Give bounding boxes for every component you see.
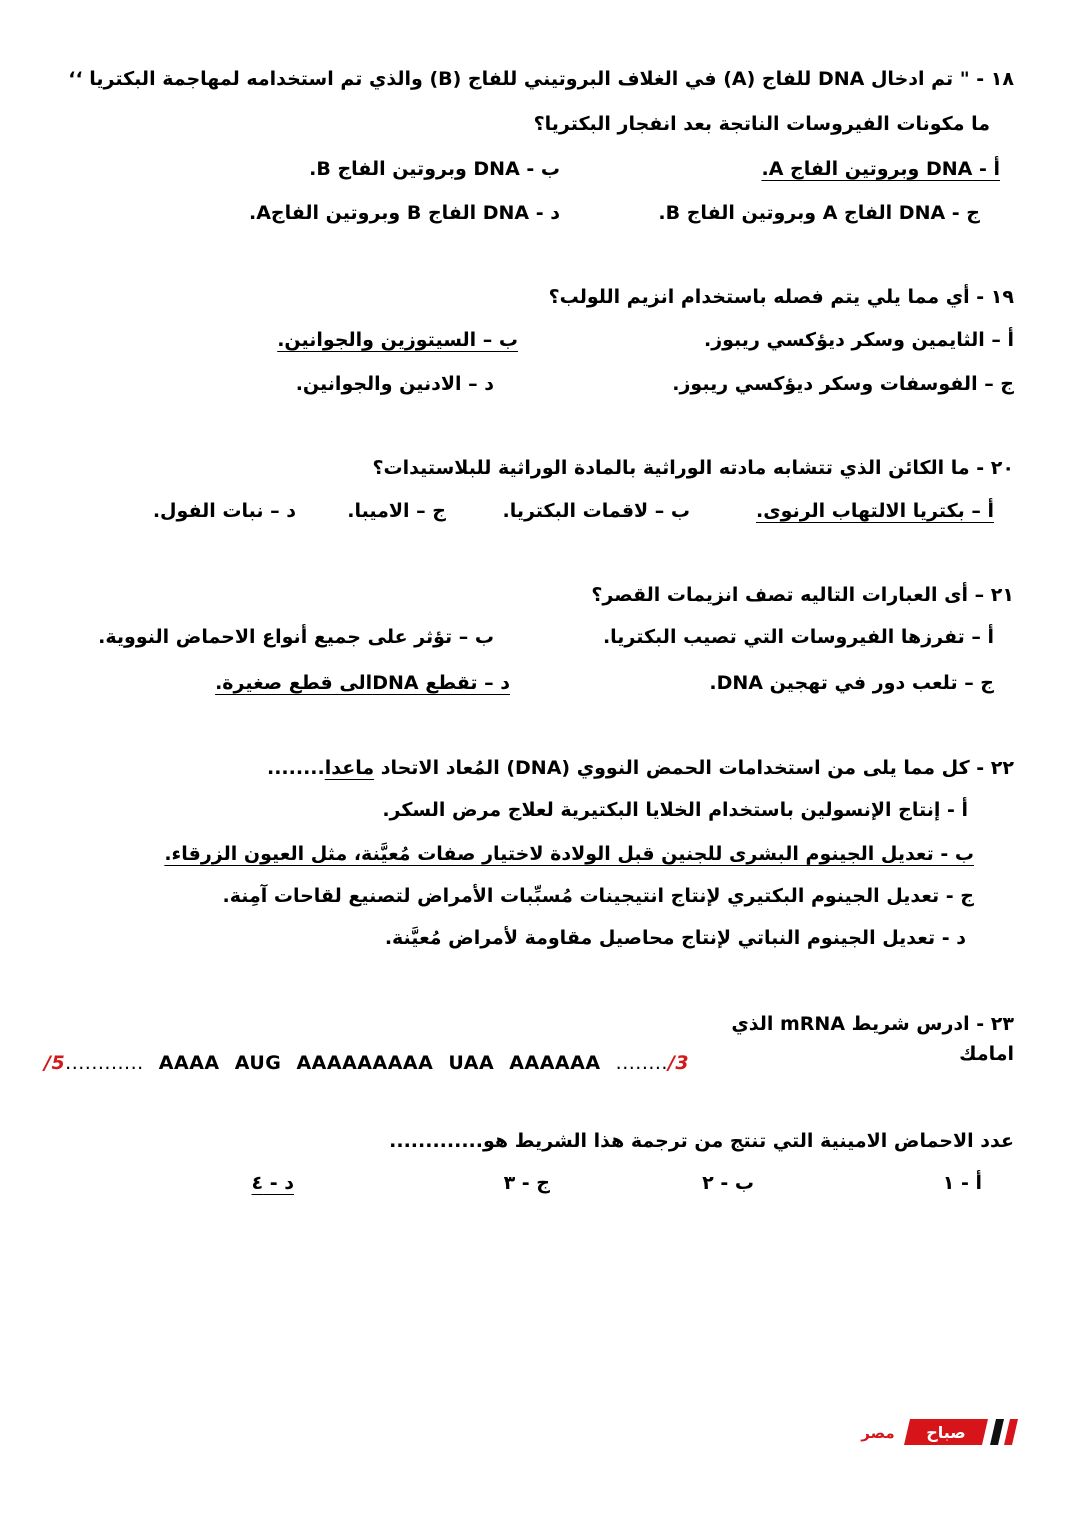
q21-option-c[interactable]: ج – تلعب دور في تهجين DNA. xyxy=(709,672,994,694)
q22-stem-text: ٢٢ - كل مما يلى من استخدامات الحمض النووي (DNA) المُعاد الاتحاد xyxy=(374,757,1014,779)
logo-text-main: صباح xyxy=(926,1423,966,1442)
q22-stem xyxy=(267,755,1014,781)
sequence-dots-left: ............ xyxy=(65,1052,144,1074)
q23-stem-cont: امامك xyxy=(959,1043,1014,1065)
q22-option-c[interactable]: ج - تعديل الجينوم البكتيري لإنتاج انتيجينات مُسبِّبات الأمراض لتصنيع لقاحات آمِنة. xyxy=(222,885,974,907)
q22-option-a[interactable]: أ - إنتاج الإنسولين باستخدام الخلايا البكتيرية لعلاج مرض السكر. xyxy=(382,799,968,821)
q21-option-b[interactable]: ب – تؤثر على جميع أنواع الاحماض النووية. xyxy=(98,626,494,648)
q20-option-b[interactable]: ب – لاقمات البكتريا. xyxy=(502,500,690,522)
q18-option-a[interactable]: أ - DNA وبروتين الفاج A. xyxy=(761,158,1000,180)
q18-option-c[interactable]: ج - DNA الفاج A وبروتين الفاج B. xyxy=(658,202,980,224)
q20-stem: ٢٠ - ما الكائن الذي تتشابه مادته الوراثية بالمادة الوراثية للبلاستيدات؟ xyxy=(372,457,1014,479)
q18-option-d[interactable]: د - DNA الفاج B وبروتين الفاجA. xyxy=(248,202,560,224)
q19-stem: ١٩ - أي مما يلي يتم فصله باستخدام انزيم اللولب؟ xyxy=(548,286,1014,308)
q18-option-b[interactable]: ب - DNA وبروتين الفاج B. xyxy=(309,158,560,180)
q22-option-b[interactable]: ب - تعديل الجينوم البشرى للجنين قبل الولادة لاختيار صفات مُعيَّنة، مثل العيون الزرقاء. xyxy=(164,843,974,865)
q20-option-a[interactable]: أ – بكتريا الالتهاب الرنوى. xyxy=(756,500,994,522)
q21-option-a[interactable]: أ – تفرزها الفيروسات التي تصيب البكتريا. xyxy=(602,626,994,648)
q23-option-c[interactable]: ج - ٣ xyxy=(503,1172,550,1194)
q21-stem: ٢١ – أى العبارات التاليه تصف انزيمات القصر؟ xyxy=(591,584,1014,606)
q23-option-b[interactable]: ب - ٢ xyxy=(702,1172,754,1194)
q23-option-d[interactable]: د - ٤ xyxy=(251,1172,294,1194)
q20-option-c[interactable]: ج – الاميبا. xyxy=(347,500,446,522)
mrna-sequence-strip xyxy=(44,1052,689,1074)
q19-option-d[interactable]: د – الادنين والجوانين. xyxy=(295,373,494,395)
logo-graphic xyxy=(856,1414,1028,1450)
q21-option-d[interactable]: د – تقطع DNAالى قطع صغيرة. xyxy=(215,672,510,694)
q18-question: ما مكونات الفيروسات الناتجة بعد انفجار البكتريا؟ xyxy=(533,113,990,135)
q19-option-a[interactable]: أ – الثايمين وسكر ديؤكسي ريبوز. xyxy=(703,329,1014,351)
q20-option-d[interactable]: د – نبات الفول. xyxy=(152,500,296,522)
five-prime-end: /5 xyxy=(44,1052,66,1074)
q23-option-a[interactable]: أ - ١ xyxy=(942,1172,982,1194)
q19-option-b[interactable]: ب – السيتوزين والجوانين. xyxy=(277,329,518,351)
three-prime-end: /3 xyxy=(667,1052,690,1074)
q22-stem-except: ماعدا xyxy=(324,757,375,779)
q23-question: عدد الاحماض الامينية التي تنتج من ترجمة هذا الشريط هو............. xyxy=(389,1130,1014,1152)
mrna-sequence: AAAA AUG AAAAAAAAA UAA AAAAAA xyxy=(158,1052,601,1074)
logo-text-secondary: مصر xyxy=(861,1424,895,1442)
sabah-masr-logo xyxy=(856,1414,1028,1450)
q22-option-d[interactable]: د - تعديل الجينوم النباتي لإنتاج محاصيل مقاومة لأمراض مُعيَّنة. xyxy=(384,927,966,949)
q19-option-c[interactable]: ج – الفوسفات وسكر ديؤكسي ريبوز. xyxy=(672,373,1014,395)
q18-stem: ١٨ - " تم ادخال DNA للفاج (A) في الغلاف البروتيني للفاج (B) والذي تم استخدامه لمهاجمة البكتريا ‘‘ xyxy=(68,68,1014,90)
q23-stem: ٢٣ - ادرس شريط mRNA الذي xyxy=(731,1013,1014,1035)
q22-stem-dots: ........ xyxy=(266,757,325,779)
sequence-dots-right: ........ xyxy=(615,1052,668,1074)
